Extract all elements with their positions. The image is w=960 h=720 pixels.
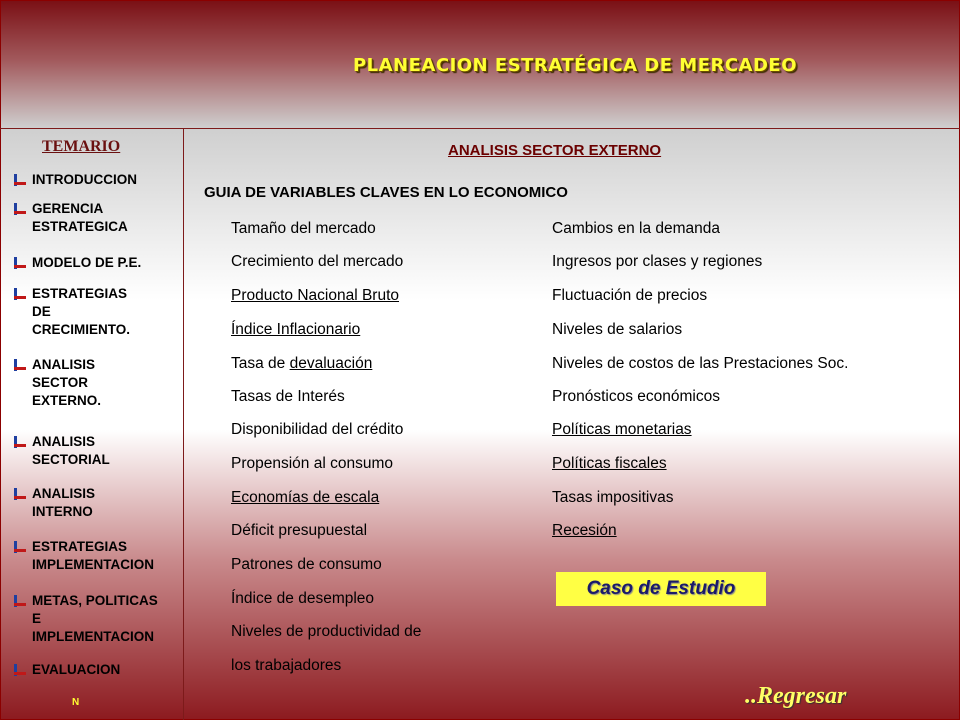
- bullet-icon: [14, 257, 26, 269]
- sidebar-item-label: MODELO DE P.E.: [32, 255, 142, 270]
- variable-link[interactable]: Políticas fiscales: [552, 455, 667, 472]
- caso-de-estudio-button[interactable]: Caso de Estudio: [556, 572, 766, 606]
- devaluacion-link[interactable]: devaluación: [289, 355, 373, 372]
- sidebar-item-analisis-sector-externo[interactable]: [14, 356, 101, 410]
- variable-link[interactable]: Economías de escala: [231, 489, 380, 506]
- sidebar-item-estrategias-crecimiento[interactable]: [14, 285, 130, 339]
- variable-item: Fluctuación de precios: [552, 287, 708, 304]
- bullet-icon: [14, 359, 26, 371]
- sidebar-item-estrategias-implementacion[interactable]: [14, 538, 154, 574]
- variable-item: Niveles de salarios: [552, 321, 683, 338]
- variable-prefix: Tasa de: [231, 355, 290, 372]
- sidebar-item-analisis-interno[interactable]: [14, 485, 95, 521]
- variable-item: Disponibilidad del crédito: [231, 421, 404, 438]
- variable-item-devaluacion: [231, 355, 372, 373]
- variable-link[interactable]: Producto Nacional Bruto: [231, 287, 400, 304]
- variable-item: Propensión al consumo: [231, 455, 393, 472]
- sidebar-item-label: ANALISIS INTERNO: [32, 486, 96, 519]
- sidebar-item-label: EVALUACION: [32, 662, 121, 677]
- bullet-icon: [14, 595, 26, 607]
- temario-heading: TEMARIO: [42, 138, 121, 155]
- sidebar-item-modelo-pe[interactable]: [14, 254, 141, 272]
- header-divider: [0, 128, 960, 129]
- variable-item: Cambios en la demanda: [552, 220, 721, 237]
- variable-item: Déficit presupuestal: [231, 522, 368, 539]
- variable-item: Patrones de consumo: [231, 556, 382, 573]
- variable-item: Índice de desempleo: [231, 590, 375, 607]
- sidebar: [0, 130, 183, 720]
- variable-link[interactable]: Políticas monetarias: [552, 421, 692, 438]
- variable-item: Pronósticos económicos: [552, 388, 720, 405]
- sidebar-item-label: ESTRATEGIAS IMPLEMENTACION: [32, 539, 154, 572]
- sidebar-item-label: GERENCIA ESTRATEGICA: [32, 201, 128, 234]
- variable-item: Ingresos por clases y regiones: [552, 253, 763, 270]
- variable-item: los trabajadores: [231, 657, 342, 674]
- variable-item: Crecimiento del mercado: [231, 253, 404, 270]
- sidebar-item-analisis-sectorial[interactable]: [14, 433, 110, 469]
- variable-item: Tasas de Interés: [231, 388, 345, 405]
- section-title: ANALISIS SECTOR EXTERNO: [448, 142, 662, 159]
- variable-item: Niveles de productividad de: [231, 623, 422, 640]
- variables-heading: GUIA DE VARIABLES CLAVES EN LO ECONOMICO: [204, 184, 568, 201]
- regresar-link[interactable]: ..Regresar: [745, 683, 847, 709]
- sidebar-item-gerencia-estrategica[interactable]: [14, 200, 128, 236]
- variable-link[interactable]: Índice Inflacionario: [231, 321, 361, 338]
- sidebar-divider: [183, 128, 184, 720]
- variable-item: Tamaño del mercado: [231, 220, 376, 237]
- sidebar-item-evaluacion[interactable]: [14, 661, 120, 679]
- n-link[interactable]: N: [72, 697, 80, 708]
- sidebar-item-label: ANALISIS SECTOR EXTERNO.: [32, 357, 102, 408]
- bullet-icon: [14, 288, 26, 300]
- variable-item: Niveles de costos de las Prestaciones Soc.: [552, 355, 849, 372]
- bullet-icon: [14, 664, 26, 676]
- bullet-icon: [14, 174, 26, 186]
- sidebar-item-label: INTRODUCCION: [32, 172, 137, 187]
- bullet-icon: [14, 488, 26, 500]
- variable-link[interactable]: Recesión: [552, 522, 617, 539]
- sidebar-item-label: ANALISIS SECTORIAL: [32, 434, 110, 467]
- sidebar-item-label: METAS, POLITICAS E IMPLEMENTACION: [32, 593, 158, 644]
- sidebar-item-label: ESTRATEGIAS DE CRECIMIENTO.: [32, 286, 131, 337]
- sidebar-item-metas-politicas[interactable]: [14, 592, 158, 646]
- bullet-icon: [14, 203, 26, 215]
- bullet-icon: [14, 436, 26, 448]
- variable-item: Tasas impositivas: [552, 489, 674, 506]
- page-title: PLANEACION ESTRATÉGICA DE MERCADEO: [352, 55, 798, 76]
- bullet-icon: [14, 541, 26, 553]
- sidebar-item-introduccion[interactable]: [14, 171, 137, 189]
